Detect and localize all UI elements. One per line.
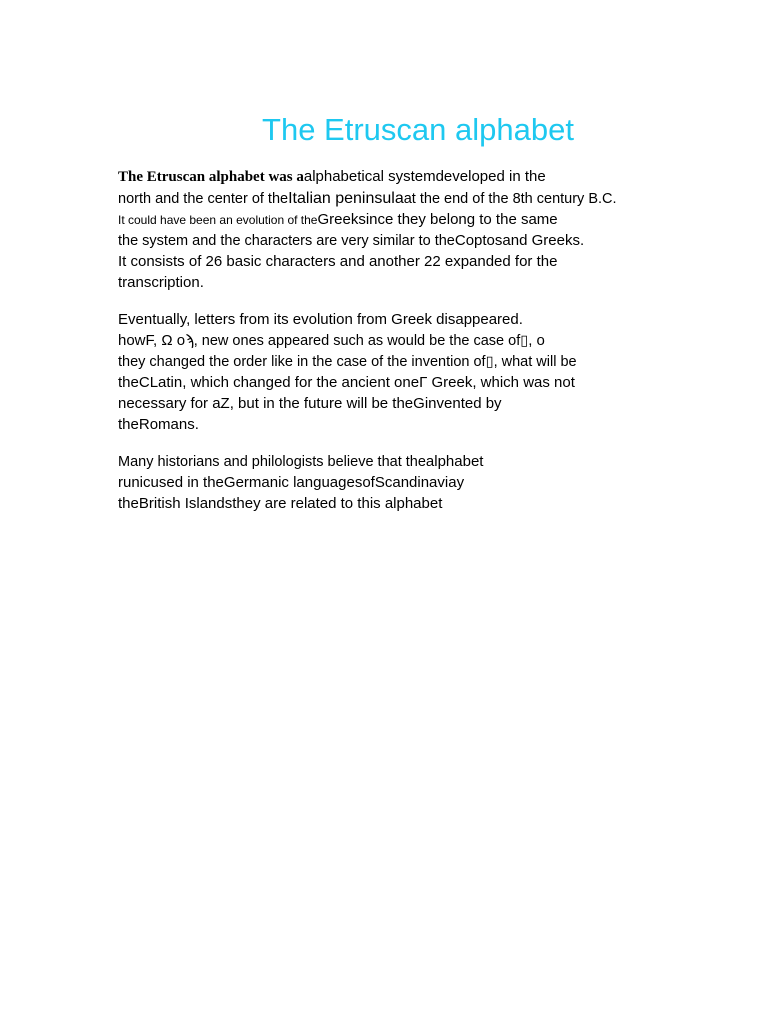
text-run: alphabet: [425, 453, 484, 470]
text-run: Z, but in the future will be the: [220, 395, 414, 412]
text-run: how: [118, 332, 146, 349]
text-line: [118, 272, 678, 293]
text-run: , o: [528, 332, 545, 349]
text-run: the: [118, 416, 139, 433]
text-run: the: [118, 374, 139, 391]
text-run: , new ones appeared such as would be the case of: [193, 333, 521, 349]
text-run: transcription.: [118, 274, 204, 291]
text-run: they changed the order like in the case of the invention of: [118, 354, 486, 370]
text-line: [118, 414, 678, 435]
text-run: the system and the characters are very similar to the: [118, 233, 455, 249]
text-line: [118, 372, 678, 393]
paragraph-3: [118, 451, 678, 514]
text-run: Italian peninsula: [288, 190, 404, 207]
text-line: [118, 351, 678, 372]
missing-glyph-box: ▯: [520, 333, 529, 349]
text-line: [118, 251, 678, 272]
text-run: C: [138, 374, 150, 391]
text-line: [118, 472, 678, 493]
text-run: alphabetical system: [303, 168, 436, 185]
missing-glyph-box: ▯: [485, 354, 494, 370]
text-run: used in the: [150, 474, 224, 491]
text-line: [118, 330, 678, 351]
text-line: [118, 309, 678, 330]
text-line: [118, 393, 678, 414]
text-run: necessary for a: [118, 395, 221, 412]
text-run: developed in the: [435, 168, 546, 185]
text-run: Γ Greek, which was not: [419, 374, 575, 391]
text-run: north and the center of the: [118, 191, 289, 207]
text-run: The Etruscan alphabet was a: [118, 169, 304, 185]
text-run: invented by: [424, 395, 502, 412]
text-run: Coptos: [454, 232, 503, 249]
paragraph-1: [118, 166, 678, 293]
text-line: [118, 209, 678, 230]
text-run: It could have been an evolution of the: [118, 213, 318, 227]
text-run: the: [118, 495, 139, 512]
text-run: British Islands: [138, 495, 233, 512]
text-run: ϡ: [185, 332, 194, 349]
paragraph-2: [118, 309, 678, 435]
text-run: Latin, which changed for the ancient one: [149, 374, 420, 391]
text-run: and Greeks.: [502, 232, 585, 249]
text-run: since they belong to the same: [358, 211, 558, 228]
text-line: [118, 493, 678, 514]
text-run: Romans.: [138, 416, 199, 433]
text-run: y: [456, 474, 465, 491]
page-title: The Etruscan alphabet: [262, 112, 574, 147]
text-run: Eventually, letters from its evolution from Greek disappeared.: [118, 311, 523, 328]
text-run: runic: [118, 474, 151, 491]
text-run: Germanic languages: [223, 474, 363, 491]
text-run: Many historians and philologists believe that the: [118, 454, 426, 470]
text-run: It consists of 26 basic characters and another 22 expanded for the: [118, 253, 558, 270]
text-line: [118, 230, 678, 251]
document-body: [118, 166, 678, 529]
text-line: [118, 166, 678, 188]
text-line: [118, 188, 678, 209]
text-run: G: [413, 395, 425, 412]
text-run: at the end of the 8th century B.C.: [403, 191, 617, 207]
text-run: Greek: [317, 211, 359, 228]
text-run: Scandinavia: [374, 474, 457, 491]
text-run: of: [362, 474, 375, 491]
text-run: , what will be: [493, 354, 577, 370]
text-line: [118, 451, 678, 472]
text-run: they are related to this alphabet: [232, 495, 443, 512]
text-run: F, Ω o: [145, 332, 186, 349]
